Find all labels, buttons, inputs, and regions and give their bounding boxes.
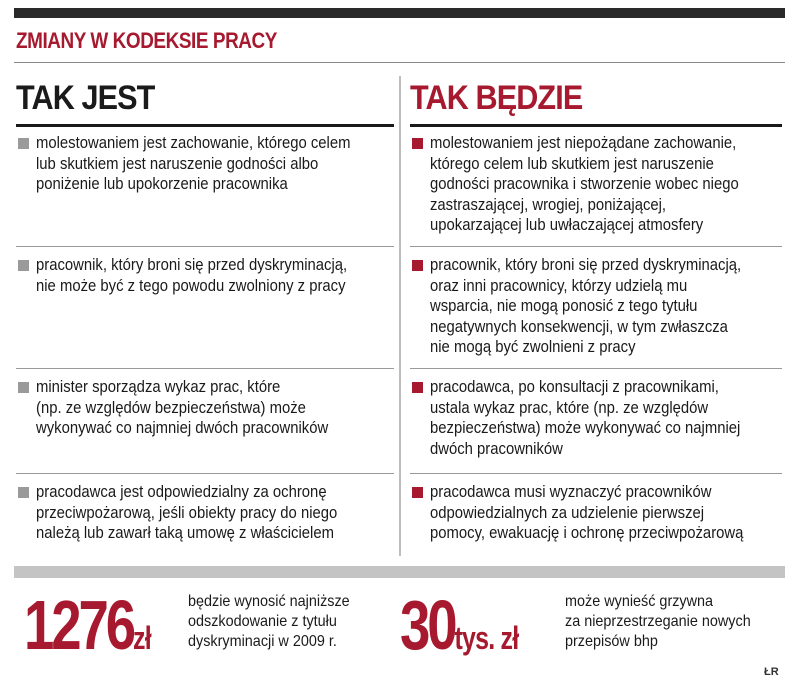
list-item [16, 255, 394, 296]
stat-unit: zł [132, 620, 151, 656]
list-item [410, 482, 788, 544]
row-rule [16, 246, 394, 247]
column-divider [399, 76, 401, 556]
list-item [410, 255, 788, 358]
list-item [410, 377, 788, 459]
top-rule [14, 8, 785, 18]
row-rule [16, 368, 394, 369]
column-tak-jest [16, 76, 394, 542]
row-rule [16, 473, 394, 474]
list-item [16, 377, 394, 439]
column-heading-right: TAK BĘDZIE [410, 79, 583, 117]
list-item [410, 133, 788, 236]
item-text: pracodawca, po konsultacji z pracownikami, ustala wykaz prac, które (np. ze względów bezpieczeństwa) może wykonywać co najmniej dwóch pracowników [430, 378, 741, 458]
stat-unit: tys. zł [454, 620, 519, 656]
stat-description: może wynieść grzywna za nieprzestrzeganie nowych przepisów bhp [565, 593, 751, 650]
infographic-title: ZMIANY W KODEKSIE PRACY [16, 28, 277, 53]
row-rule [410, 368, 782, 369]
item-text: pracownik, który broni się przed dyskryminacją, nie może być z tego powodu zwolniony z pracy [36, 256, 348, 295]
list-item [16, 133, 394, 195]
stat-number: 30tys. zł [400, 586, 519, 664]
heading-rule-left [16, 124, 394, 127]
item-text: molestowaniem jest niepożądane zachowanie, którego celem lub skutkiem jest naruszenie godności pracownika i stworzenie wobec niego zastraszającej, wrogiej, poniżającej, upokarzającej lub uwłaczającej atmosfery [430, 134, 739, 234]
item-text: minister sporządza wykaz prac, które (np. ze względów bezpieczeństwa) może wykonywać co najmniej dwóch pracowników [36, 378, 329, 437]
stat-number: 1276zł [24, 586, 151, 664]
red-square-bullet-icon [412, 382, 423, 393]
gray-square-bullet-icon [18, 260, 29, 271]
row-rule [410, 246, 782, 247]
red-square-bullet-icon [412, 487, 423, 498]
red-square-bullet-icon [412, 138, 423, 149]
red-square-bullet-icon [412, 260, 423, 271]
item-text: pracownik, który broni się przed dyskryminacją, oraz inni pracownicy, którzy udzielą mu wsparcia, nie mogą ponosić z tego tytułu negatywnych konsekwencji, w tym zwłaszcza nie mogą być zwolnieni z pracy [430, 256, 742, 356]
bottom-band [14, 566, 785, 578]
item-text: pracodawca jest odpowiedzialny za ochronę przeciwpożarową, jeśli obiekty pracy do niego należą lub zawarł taką umowę z właścicielem [36, 483, 338, 542]
row-rule [410, 473, 782, 474]
stat-description: będzie wynosić najniższe odszkodowanie z tytułu dyskryminacji w 2009 r. [188, 593, 350, 650]
column-tak-bedzie [410, 76, 788, 542]
item-text: pracodawca musi wyznaczyć pracowników odpowiedzialnych za udzielenie pierwszej pomocy, ewakuację i ochronę przeciwpożarową [430, 483, 744, 542]
title-rule [14, 62, 785, 63]
gray-square-bullet-icon [18, 487, 29, 498]
author-credit: ŁR [764, 666, 779, 678]
list-item [16, 482, 394, 544]
gray-square-bullet-icon [18, 138, 29, 149]
gray-square-bullet-icon [18, 382, 29, 393]
column-heading-left: TAK JEST [16, 79, 155, 117]
item-text: molestowaniem jest zachowanie, którego celem lub skutkiem jest naruszenie godności albo poniżenie lub upokorzenie pracownika [36, 134, 351, 193]
heading-rule-right [410, 124, 782, 127]
